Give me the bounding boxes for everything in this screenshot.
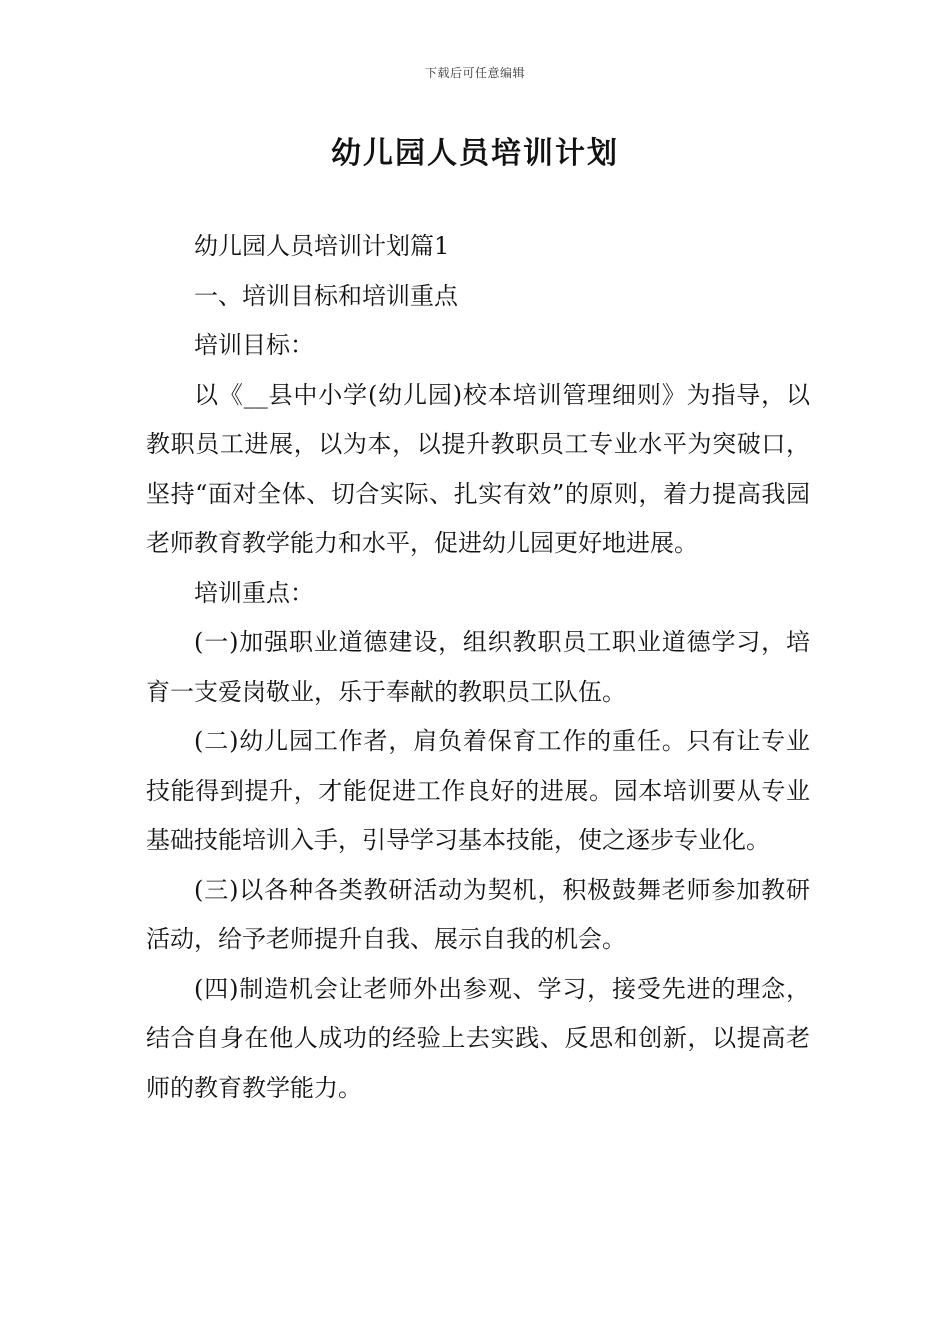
section-heading: 幼儿园人员培训计划篇1 (194, 232, 450, 260)
document-body (146, 222, 810, 1113)
subsection-heading: 一、培训目标和培训重点 (194, 281, 458, 310)
focus-item-3: (三)以各种各类教研活动为契机，积极鼓舞老师参加教研活动，给予老师提升自我、展示自我的机会。 (146, 875, 810, 953)
training-goal-label: 培训目标： (194, 331, 314, 359)
header-note: 下载后可任意编辑 (424, 66, 525, 80)
focus-item-1: (一)加强职业道德建设，组织教职员工职业道德学习，培育一支爱岗敬业，乐于奉献的教职员工队伍。 (146, 628, 810, 706)
document-title: 幼儿园人员培训计划 (331, 136, 619, 171)
focus-item-2: (二)幼儿园工作者，肩负着保育工作的重任。只有让专业技能得到提升，才能促进工作良好的进展。园本培训要从专业基础技能培训入手，引导学习基本技能，使之逐步专业化。 (146, 727, 810, 854)
training-goal-paragraph: 以《__县中小学(幼儿园)校本培训管理细则》为指导，以教职员工进展，以为本，以提升教职员工专业水平为突破口，坚持“面对全体、切合实际、扎实有效”的原则，着力提高我园老师教育教学能力和水平，促进幼儿园更好地进展。 (146, 380, 810, 557)
focus-item-4: (四)制造机会让老师外出参观、学习，接受先进的理念，结合自身在他人成功的经验上去实践、反思和创新，以提高老师的教育教学能力。 (146, 974, 810, 1102)
training-focus-label: 培训重点： (194, 578, 314, 607)
